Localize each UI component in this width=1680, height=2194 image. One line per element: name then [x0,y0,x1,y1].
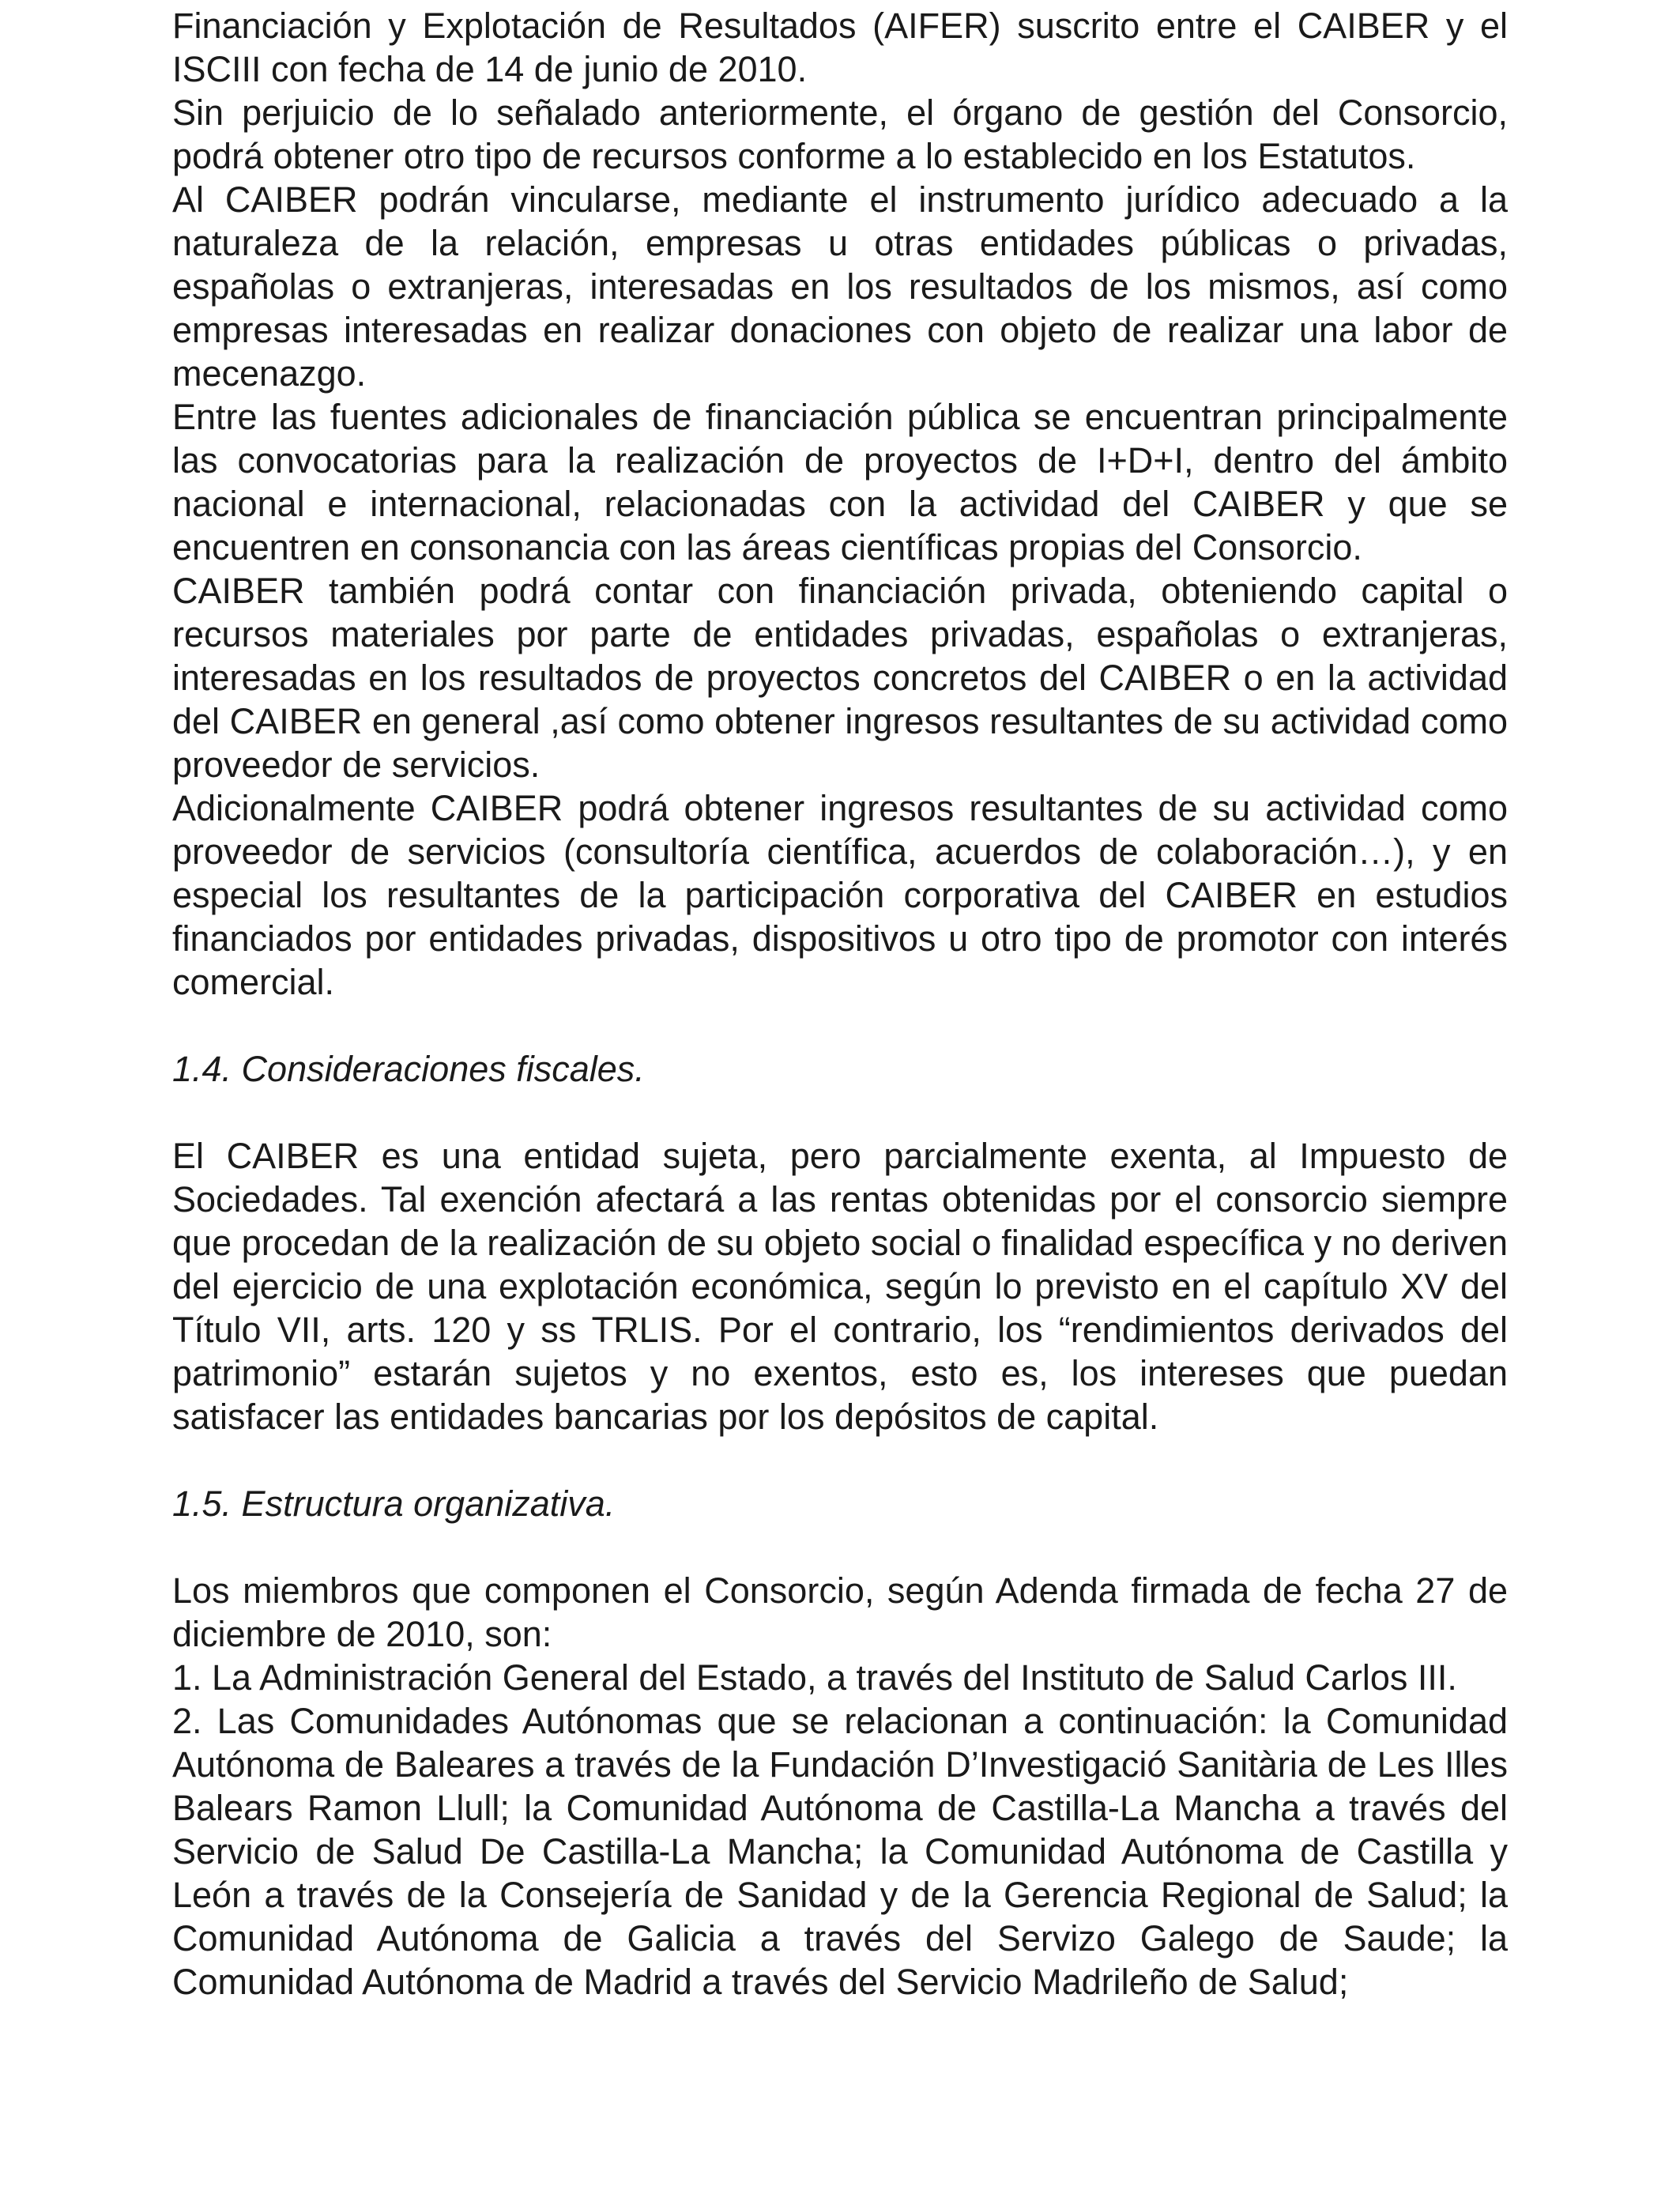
paragraph-members-intro: Los miembros que componen el Consorcio, según Adenda firmada de fecha 27 de diciembre de 2010, son: [172,1570,1508,1654]
spacer [172,1438,1508,1482]
list-item-state-administration: 1. La Administración General del Estado, a través del Instituto de Salud Carlos III. [172,1657,1457,1698]
paragraph-private-funding: CAIBER también podrá contar con financiación privada, obteniendo capital o recursos materiales por parte de entidades privadas, españolas o extranjeras, interesadas en los resultados de proyectos concretos del CAIBER o en la actividad del CAIBER en general ,así como obtener ingresos resultantes de su actividad como proveedor de servicios. [172,571,1508,785]
document-body [172,4,1508,2004]
section-heading-structure: 1.5. Estructura organizativa. [172,1483,616,1524]
paragraph-public-funding: Entre las fuentes adicionales de financiación pública se encuentran principalmente las convocatorias para la realización de proyectos de I+D+I, dentro del ámbito nacional e internacional, relacionadas con la actividad del CAIBER y que se encuentren en consonancia con las áreas científicas propias del Consorcio. [172,397,1508,567]
spacer [172,1004,1508,1047]
list-item-autonomous-communities: 2. Las Comunidades Autónomas que se relacionan a continuación: la Comunidad Autónoma de Baleares a través de la Fundación D’Investigació Sanitària de Les Illes Balears Ramon Llull; la Comunidad Autónoma de Castilla-La Mancha a través del Servicio de Salud De Castilla-La Mancha; la Comunidad Autónoma de Castilla y León a través de la Consejería de Sanidad y de la Gerencia Regional de Salud; la Comunidad Autónoma de Galicia a través del Servizo Galego de Saude; la Comunidad Autónoma de Madrid a través del Servicio Madrileño de Salud; [172,1701,1508,2002]
paragraph-other-resources: Sin perjuicio de lo señalado anteriormente, el órgano de gestión del Consorcio, podrá obtener otro tipo de recursos conforme a lo establecido en los Estatutos. [172,92,1508,176]
spacer [172,1525,1508,1569]
paragraph-aifer-agreement: Financiación y Explotación de Resultados (AIFER) suscrito entre el CAIBER y el ISCIII con fecha de 14 de junio de 2010. [172,6,1508,89]
paragraph-fiscal-considerations: El CAIBER es una entidad sujeta, pero parcialmente exenta, al Impuesto de Sociedades. Tal exención afectará a las rentas obtenidas por el consorcio siempre que procedan de la realización de su objeto social o finalidad específica y no deriven del ejercicio de una explotación económica, según lo previsto en el capítulo XV del Título VII, arts. 120 y ss TRLIS. Por el contrario, los “rendimientos derivados del patrimonio” estarán sujetos y no exentos, esto es, los intereses que puedan satisfacer las entidades bancarias por los depósitos de capital. [172,1136,1508,1437]
spacer [172,1091,1508,1134]
paragraph-linked-entities: Al CAIBER podrán vincularse, mediante el instrumento jurídico adecuado a la naturaleza de la relación, empresas u otras entidades públicas o privadas, españolas o extranjeras, interesadas en los resultados de los mismos, así como empresas interesadas en realizar donaciones con objeto de realizar una labor de mecenazgo. [172,179,1508,394]
section-heading-fiscal: 1.4. Consideraciones fiscales. [172,1049,645,1089]
paragraph-service-income: Adicionalmente CAIBER podrá obtener ingresos resultantes de su actividad como proveedor de servicios (consultoría científica, acuerdos de colaboración…), y en especial los resultantes de la participación corporativa del CAIBER en estudios financiados por entidades privadas, dispositivos u otro tipo de promotor con interés comercial. [172,788,1508,1002]
